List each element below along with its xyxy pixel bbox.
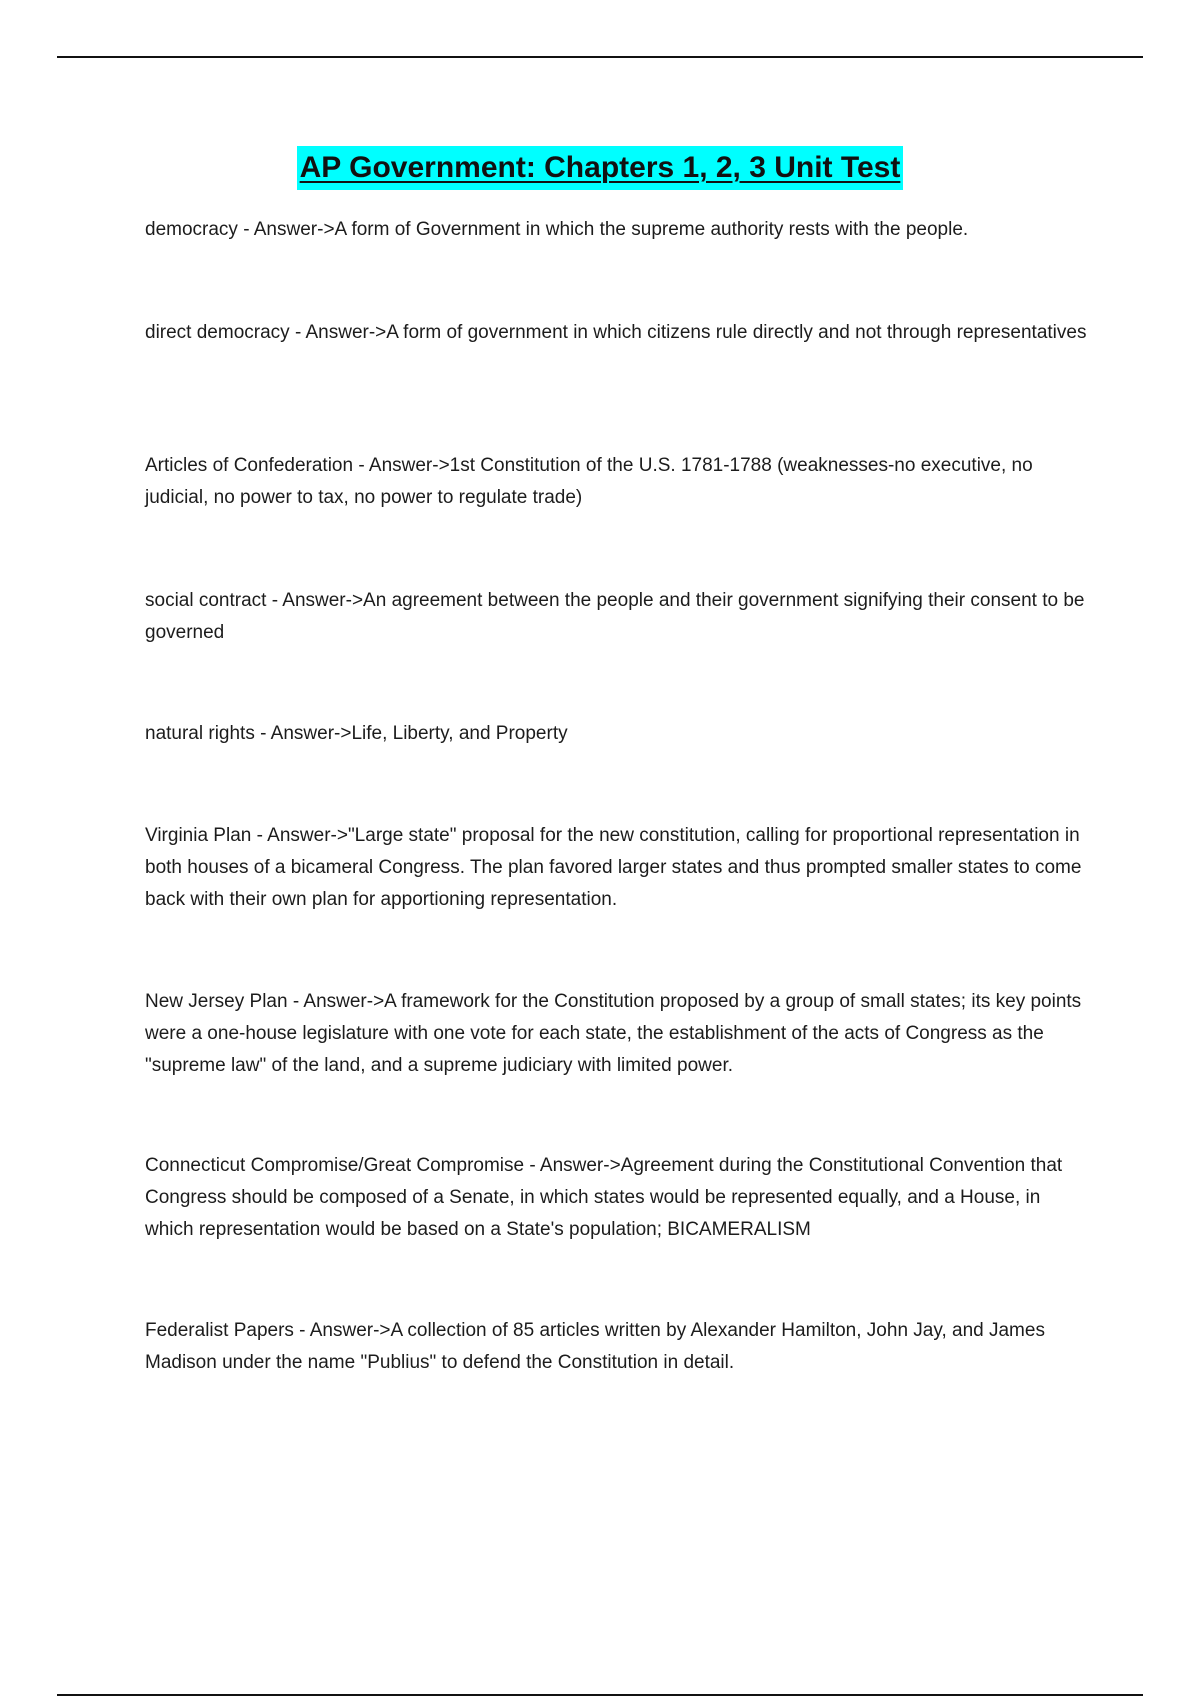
entry-articles-of-confederation: Articles of Confederation - Answer->1st Constitution of the U.S. 1781-1788 (weaknesses-no executive, no judicial, no power to tax, no power to regulate trade): [145, 455, 1033, 508]
header-rule: [57, 56, 1143, 58]
entry-connecticut-compromise: Connecticut Compromise/Great Compromise - Answer->Agreement during the Constitutional Convention that Congress should be composed of a Senate, in which states would be represented equally, and a House, in which representation would be based on a State's population; BICAMERALISM: [145, 1155, 1063, 1240]
title-container: [0, 146, 1200, 190]
footer-rule: [57, 1694, 1143, 1696]
entry-new-jersey-plan: New Jersey Plan - Answer->A framework for the Constitution proposed by a group of small states; its key points were a one-house legislature with one vote for each state, the establishment of the acts of Congress as the "supreme law" of the land, and a supreme judiciary with limited power.: [145, 991, 1082, 1076]
page-title: AP Government: Chapters 1, 2, 3 Unit Test: [297, 146, 904, 190]
entry-direct-democracy: direct democracy - Answer->A form of government in which citizens rule directly and not through representatives: [145, 322, 1087, 343]
entry-social-contract: social contract - Answer->An agreement between the people and their government signifying their consent to be governed: [145, 590, 1085, 643]
entry-federalist-papers: Federalist Papers - Answer->A collection of 85 articles written by Alexander Hamilton, John Jay, and James Madison under the name "Publius" to defend the Constitution in detail.: [145, 1320, 1045, 1373]
entry-democracy: democracy - Answer->A form of Government in which the supreme authority rests with the people.: [145, 219, 969, 240]
entry-natural-rights: natural rights - Answer->Life, Liberty, and Property: [145, 723, 568, 744]
entry-virginia-plan: Virginia Plan - Answer->"Large state" proposal for the new constitution, calling for proportional representation in both houses of a bicameral Congress. The plan favored larger states and thus prompted smaller states to come back with their own plan for apportioning representation.: [145, 825, 1082, 910]
